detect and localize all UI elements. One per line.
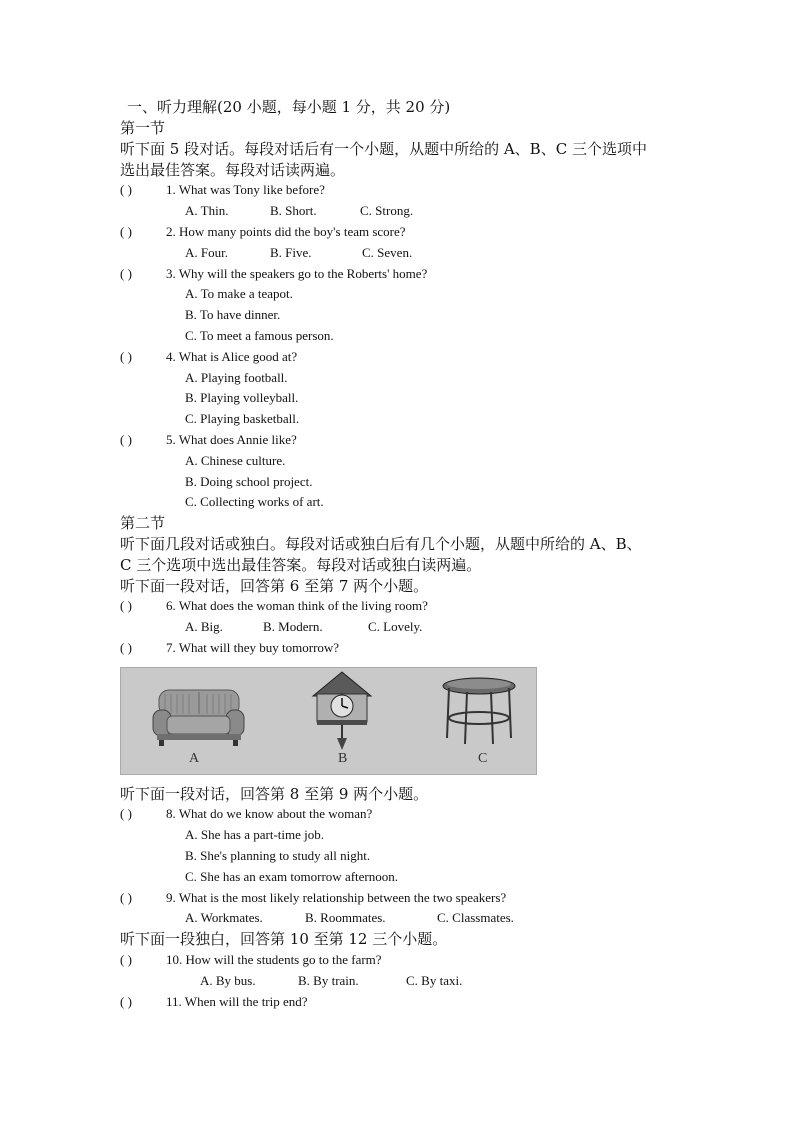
question-5-option-b: B. Doing school project. bbox=[185, 474, 313, 489]
option-b: B. Modern. bbox=[263, 619, 323, 634]
group-1-instruction: 听下面一段对话，回答第 6 至第 7 两个小题。 bbox=[120, 577, 429, 595]
option-b: B. Five. bbox=[270, 245, 312, 260]
option-c: C. Seven. bbox=[362, 245, 413, 260]
group-3-instruction: 听下面一段独白，回答第 10 至第 12 三个小题。 bbox=[120, 930, 448, 948]
question-3: ( ) 3. Why will the speakers go to the Roberts' home? bbox=[120, 264, 427, 284]
option-a: A. Big. bbox=[185, 619, 223, 634]
question-10: ( ) 10. How will the students go to the farm? bbox=[120, 950, 382, 970]
question-9-options bbox=[185, 908, 514, 928]
part1-title: 第一节 bbox=[120, 119, 166, 137]
question-7: ( ) 7. What will they buy tomorrow? bbox=[120, 638, 339, 658]
question-8-option-a: A. She has a part-time job. bbox=[185, 827, 324, 842]
picture-label-b: B bbox=[338, 751, 348, 766]
answer-blank[interactable]: ( ) bbox=[120, 598, 132, 613]
option-c: C. By taxi. bbox=[406, 973, 463, 988]
option-c: C. Lovely. bbox=[368, 619, 423, 634]
question-2: ( ) 2. How many points did the boy's team score? bbox=[120, 222, 406, 242]
question-6: ( ) 6. What does the woman think of the living room? bbox=[120, 596, 428, 616]
group-2-instruction: 听下面一段对话，回答第 8 至第 9 两个小题。 bbox=[120, 785, 429, 803]
question-3-option-c: C. To meet a famous person. bbox=[185, 328, 334, 343]
question-7-picture bbox=[120, 667, 537, 775]
answer-blank[interactable]: ( ) bbox=[120, 640, 132, 655]
section-title: 一、听力理解(20 小题，每小题 1 分，共 20 分) bbox=[127, 98, 451, 116]
question-4-option-a: A. Playing football. bbox=[185, 370, 288, 385]
picture-label-c: C bbox=[478, 751, 488, 766]
sofa-icon bbox=[151, 682, 246, 748]
part1-instruction-line2: 选出最佳答案。每段对话读两遍。 bbox=[120, 161, 346, 179]
answer-blank[interactable]: ( ) bbox=[120, 890, 132, 905]
option-b: B. Short. bbox=[270, 203, 317, 218]
answer-blank[interactable]: ( ) bbox=[120, 182, 132, 197]
part2-title: 第二节 bbox=[120, 514, 166, 532]
option-a: A. Workmates. bbox=[185, 910, 263, 925]
option-c: C. Strong. bbox=[360, 203, 414, 218]
question-3-option-b: B. To have dinner. bbox=[185, 307, 281, 322]
part1-instruction-line1: 听下面 5 段对话。每段对话后有一个小题，从题中所给的 A、B、C 三个选项中 bbox=[120, 140, 647, 158]
answer-blank[interactable]: ( ) bbox=[120, 349, 132, 364]
answer-blank[interactable]: ( ) bbox=[120, 432, 132, 447]
answer-blank[interactable]: ( ) bbox=[120, 266, 132, 281]
option-a: A. Four. bbox=[185, 245, 228, 260]
option-a: A. Thin. bbox=[185, 203, 229, 218]
option-a: A. By bus. bbox=[200, 973, 256, 988]
option-b: B. By train. bbox=[298, 973, 359, 988]
question-5-option-c: C. Collecting works of art. bbox=[185, 494, 324, 509]
question-9: ( ) 9. What is the most likely relationship between the two speakers? bbox=[120, 888, 506, 908]
question-10-options bbox=[200, 971, 462, 991]
picture-label-a: A bbox=[189, 751, 200, 766]
question-4-option-c: C. Playing basketball. bbox=[185, 411, 300, 426]
question-4: ( ) 4. What is Alice good at? bbox=[120, 347, 297, 367]
question-2-options bbox=[185, 243, 412, 263]
question-4-option-b: B. Playing volleyball. bbox=[185, 390, 299, 405]
answer-blank[interactable]: ( ) bbox=[120, 224, 132, 239]
question-1-options bbox=[185, 201, 413, 221]
part2-instruction-line1: 听下面几段对话或独白。每段对话或独白后有几个小题，从题中所给的 A、B、 bbox=[120, 535, 642, 553]
question-11: ( ) 11. When will the trip end? bbox=[120, 992, 308, 1012]
answer-blank[interactable]: ( ) bbox=[120, 806, 132, 821]
question-3-option-a: A. To make a teapot. bbox=[185, 286, 293, 301]
question-8-option-b: B. She's planning to study all night. bbox=[185, 848, 371, 863]
question-8-option-c: C. She has an exam tomorrow afternoon. bbox=[185, 869, 399, 884]
question-8: ( ) 8. What do we know about the woman? bbox=[120, 804, 372, 824]
answer-blank[interactable]: ( ) bbox=[120, 952, 132, 967]
option-b: B. Roommates. bbox=[305, 910, 386, 925]
part2-instruction-line2: C 三个选项中选出最佳答案。每段对话或独白读两遍。 bbox=[120, 556, 482, 574]
question-5: ( ) 5. What does Annie like? bbox=[120, 430, 297, 450]
question-6-options bbox=[185, 617, 422, 637]
option-c: C. Classmates. bbox=[437, 910, 514, 925]
question-1: ( ) 1. What was Tony like before? bbox=[120, 180, 325, 200]
answer-blank[interactable]: ( ) bbox=[120, 994, 132, 1009]
round-table-icon bbox=[439, 674, 519, 750]
question-5-option-a: A. Chinese culture. bbox=[185, 453, 286, 468]
cuckoo-clock-icon bbox=[311, 670, 373, 752]
